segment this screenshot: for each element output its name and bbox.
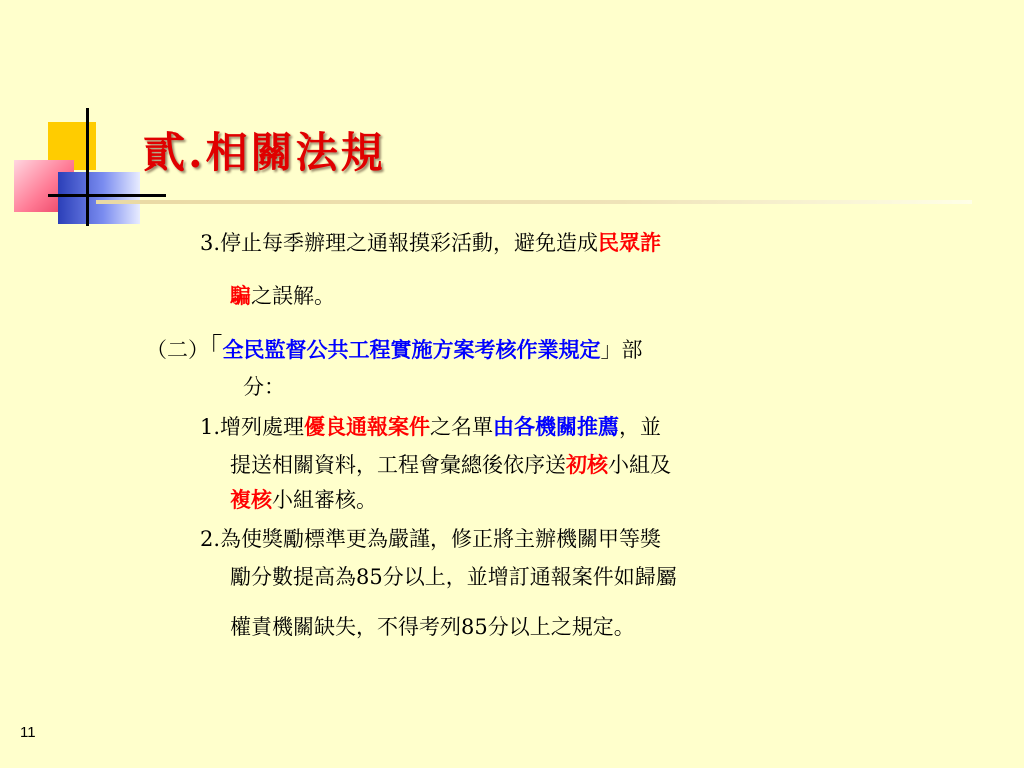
- sub-item-1-line-2: [230, 450, 671, 480]
- page-number: 11: [20, 724, 36, 741]
- item-3-highlight-cont: 騙: [230, 283, 251, 308]
- decor-vertical-line: [86, 108, 89, 226]
- sub-item-2-line-2: 勵分數提高為85分以上，並增訂通報案件如歸屬: [230, 565, 677, 589]
- sub-1-mid: 之名單: [430, 415, 494, 439]
- slide-title: 貳.相關法規: [143, 128, 386, 177]
- section-2-close: 」部: [600, 338, 643, 362]
- sub-1-line-2-prefix: 提送相關資料，工程會彙總後依序送: [230, 453, 566, 477]
- sub-1-line-2-suffix: 小組及: [608, 453, 671, 477]
- item-3-text-cont: 之誤解。: [251, 284, 335, 308]
- sub-item-2-line-3: 權責機關缺失，不得考列85分以上之規定。: [230, 615, 635, 639]
- sub-1-line-3-red: 複核: [230, 487, 272, 512]
- section-2-heading: [146, 334, 643, 365]
- sub-item-2-line-1: 2.為使獎勵標準更為嚴謹，修正將主辦機關甲等獎: [200, 527, 662, 551]
- title-underline: [96, 200, 972, 204]
- sub-1-line-3-suffix: 小組審核。: [272, 488, 377, 512]
- section-2-label: （二）: [146, 338, 209, 362]
- item-3-line-2: [230, 281, 335, 311]
- decor-horizontal-line: [48, 194, 166, 197]
- item-3-line-1: [200, 228, 661, 258]
- decor-blue-square: [58, 172, 140, 224]
- sub-1-prefix: 1.增列處理: [200, 415, 305, 439]
- sub-1-suffix: ，並: [619, 415, 662, 439]
- item-3-text: 3.停止每季辦理之通報摸彩活動，避免造成: [200, 231, 599, 255]
- section-2-regulation-name: 全民監督公共工程實施方案考核作業規定: [222, 337, 601, 362]
- sub-1-line-2-red: 初核: [566, 452, 608, 477]
- item-3-highlight: 民眾詐: [598, 230, 662, 255]
- section-2-heading-cont: 分：: [243, 375, 285, 399]
- sub-1-red-1: 優良通報案件: [304, 414, 431, 439]
- sub-1-blue-1: 由各機關推薦: [493, 414, 620, 439]
- sub-item-1-line-3: [230, 485, 377, 515]
- sub-item-1-line-1: [200, 412, 661, 442]
- section-2-open-bracket: 「: [209, 333, 223, 364]
